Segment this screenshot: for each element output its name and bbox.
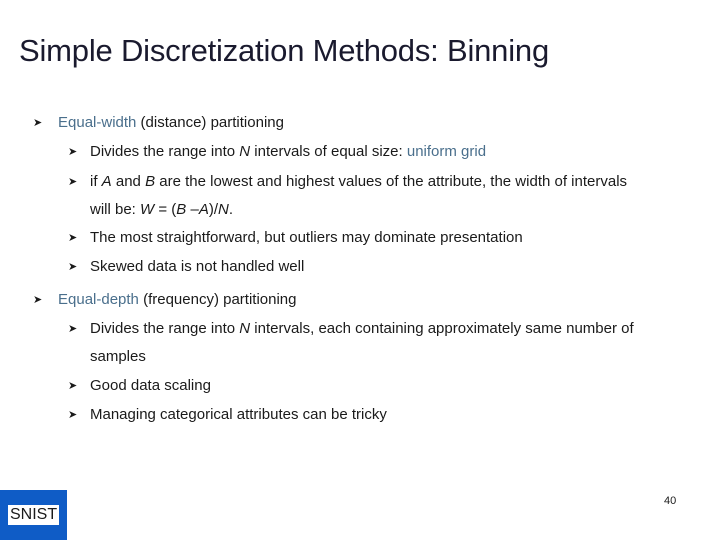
term-equal-depth: Equal-depth [58, 291, 139, 308]
sub-bullet-straightforward: The most straightforward, but outliers may dominate presentation [90, 229, 523, 246]
arrowhead-icon: ➤ [33, 116, 43, 129]
arrowhead-icon: ➤ [68, 322, 78, 335]
bullet-equal-width [58, 114, 284, 132]
term-uniform-grid: uniform grid [406, 143, 487, 160]
sub-bullet-skewed: Skewed data is not handled well [90, 258, 305, 275]
bullet-text: (frequency) partitioning [138, 291, 297, 308]
arrowhead-icon: ➤ [68, 379, 78, 392]
arrowhead-icon: ➤ [68, 175, 78, 188]
bullet-text: (distance) partitioning [136, 114, 284, 131]
slide-title: Simple Discretization Methods: Binning [19, 33, 549, 68]
arrowhead-icon: ➤ [68, 408, 78, 421]
sub-bullet-width-formula-cont: will be: W = (B –A)/N. [90, 201, 234, 218]
footer-label: SNIST [10, 506, 58, 523]
page-number: 40 [664, 495, 677, 507]
sub-bullet-divides-depth-cont: samples [90, 348, 146, 365]
arrowhead-icon: ➤ [33, 293, 43, 306]
sub-bullet-width-formula: if A and B are the lowest and highest values of the attribute, the width of intervals [90, 173, 628, 190]
footer-logo-box [0, 490, 67, 540]
sub-bullet-divides-equal: Divides the range into N intervals of equal size: uniform grid [90, 143, 487, 160]
bullet-equal-depth [58, 291, 297, 309]
sub-bullet-divides-depth: Divides the range into N intervals, each containing approximately same number of [90, 320, 634, 337]
term-equal-width: Equal-width [58, 114, 137, 131]
arrowhead-icon: ➤ [68, 260, 78, 273]
sub-bullet-categorical: Managing categorical attributes can be tricky [90, 406, 387, 423]
arrowhead-icon: ➤ [68, 145, 78, 158]
arrowhead-icon: ➤ [68, 231, 78, 244]
sub-bullet-good-scaling: Good data scaling [90, 377, 211, 394]
